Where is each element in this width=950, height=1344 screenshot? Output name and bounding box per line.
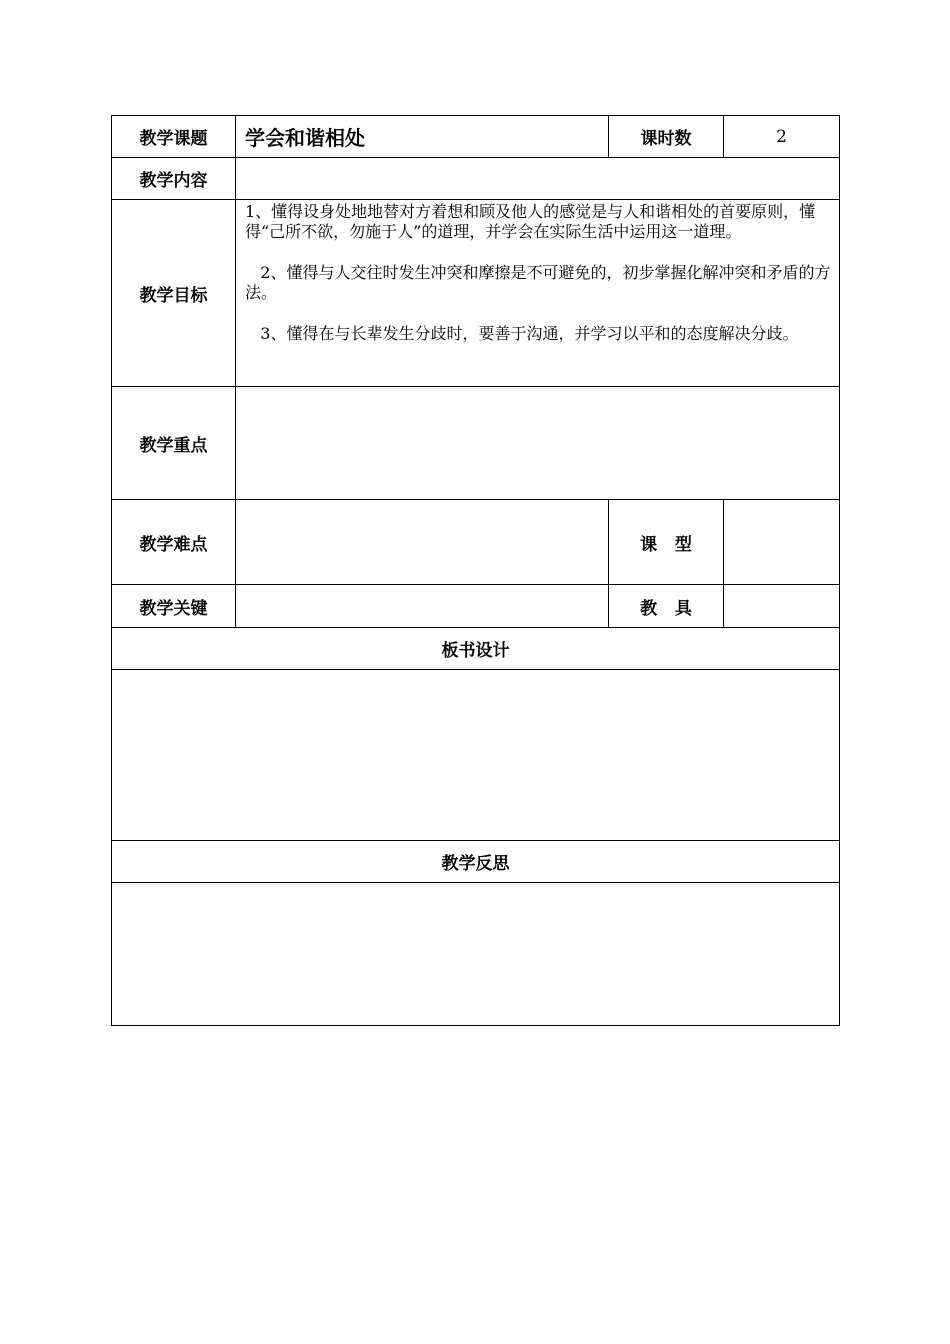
row-difficulty [112,500,840,585]
board-design-header: 板书设计 [112,628,840,670]
row-board-content [112,670,840,841]
hours-value: 2 [724,116,840,158]
goal-item-1: 1、懂得设身处地地替对方着想和顾及他人的感觉是与人和谐相处的首要原则，懂得“己所不欲，勿施于人”的道理，并学会在实际生活中运用这一道理。 [245,202,816,241]
lesson-type-value [724,500,840,585]
row-key [112,585,840,628]
goals-label: 教学目标 [112,200,236,387]
topic-value: 学会和谐相处 [236,116,609,158]
row-reflection-content [112,883,840,1026]
content-label: 教学内容 [112,158,236,200]
reflection-header: 教学反思 [112,841,840,883]
tools-label: 教 具 [609,585,724,628]
key-label: 教学关键 [112,585,236,628]
difficulty-value [236,500,609,585]
difficulty-label: 教学难点 [112,500,236,585]
row-focus [112,387,840,500]
row-topic [112,116,840,158]
row-board-header [112,628,840,670]
topic-label: 教学课题 [112,116,236,158]
goals-value [236,200,840,387]
tools-value [724,585,840,628]
hours-label: 课时数 [609,116,724,158]
key-value [236,585,609,628]
row-content [112,158,840,200]
goal-item-2: 2、懂得与人交往时发生冲突和摩擦是不可避免的，初步掌握化解冲突和矛盾的方法。 [245,263,831,302]
row-reflection-header [112,841,840,883]
board-design-content [112,670,840,841]
goal-item-3: 3、懂得在与长辈发生分歧时，要善于沟通，并学习以平和的态度解决分歧。 [245,324,799,343]
focus-label: 教学重点 [112,387,236,500]
focus-value [236,387,840,500]
content-value [236,158,840,200]
lesson-type-label: 课 型 [609,500,724,585]
lesson-plan-table [111,115,840,1026]
row-goals [112,200,840,387]
reflection-content [112,883,840,1026]
